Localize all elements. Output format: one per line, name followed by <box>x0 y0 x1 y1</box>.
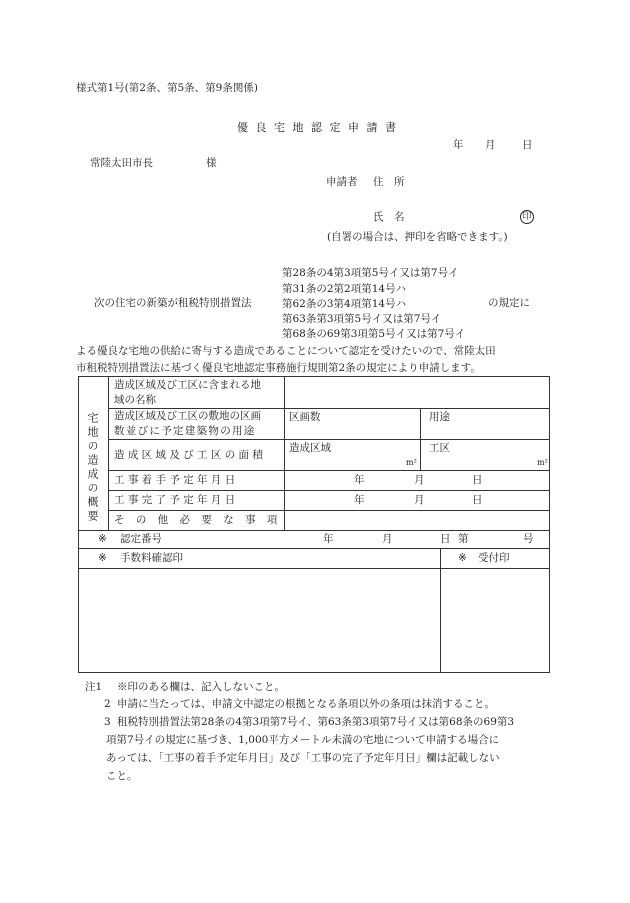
law-option-3: 第62条の3第4項第14号ハ <box>282 298 407 310</box>
start-month: 月 <box>414 474 425 486</box>
seal-note: (自署の場合は、押印を省略できます。) <box>327 231 508 243</box>
note-1-label: 注1 <box>85 681 103 693</box>
page-title: 優 良 宅 地 認 定 申 請 書 <box>237 121 398 134</box>
note-3-line-4: こと。 <box>106 770 138 782</box>
intro-lead: 次の住宅の新築が租税特別措置法 <box>94 297 252 309</box>
cert-year: 年 <box>323 533 334 545</box>
note-2: 申請に当たっては、申請文中認定の根拠となる条項以外の条項は抹消すること。 <box>117 698 495 710</box>
addressee-name: 常陸太田市長 <box>90 157 153 169</box>
intro-body-line-1: よる優良な宅地の供給に寄与する造成であることについて認定を受けたいので、常陸太田 <box>76 345 496 357</box>
area-size-label: 造 成 区 域 及 び 工 区 の 面 積 <box>114 449 263 461</box>
plots-label-1: 造成区域及び工区の敷地の区画 <box>114 410 261 422</box>
other-matters-label: そ の 他 必 要 な 事 項 <box>114 514 282 526</box>
note-3-label: 3 <box>104 716 111 728</box>
intro-tail: の規定に <box>488 297 530 309</box>
law-option-5: 第68条の69第3項第5号イ又は第7号イ <box>282 328 466 340</box>
note-1: ※印のある欄は、記入しないこと。 <box>117 681 285 693</box>
law-option-4: 第63条第3項第5号イ又は第7号イ <box>282 313 442 325</box>
area-zone-unit: m² <box>406 458 417 467</box>
applicant-label: 申請者 <box>326 176 358 188</box>
fee-mark: ※ <box>98 552 107 564</box>
plots-label-2: 数並びに予定建築物の用途 <box>114 425 256 437</box>
cert-number-label: 認定番号 <box>120 533 162 545</box>
finish-day: 日 <box>472 494 483 506</box>
fee-confirmation-label: 手数料確認印 <box>120 552 183 564</box>
reception-mark: ※ <box>458 552 467 564</box>
seal-icon: 印 <box>520 210 534 224</box>
reception-stamp-label: 受付印 <box>478 552 510 564</box>
area-work-unit: m² <box>537 458 548 467</box>
date-day-label: 日 <box>522 139 533 151</box>
finish-month: 月 <box>414 494 425 506</box>
note-3-line-3: あっては、「工事の着手予定年月日」及び「工事の完了予定年月日」欄は記載しない <box>106 752 500 764</box>
address-label: 住 所 <box>373 176 405 188</box>
area-name-label-1: 造成区域及び工区に含まれる地 <box>114 379 261 391</box>
name-label: 氏 名 <box>373 211 405 223</box>
note-2-label: 2 <box>104 698 111 710</box>
start-date-label: 工 事 着 手 予 定 年 月 日 <box>114 474 236 486</box>
finish-date-label: 工 事 完 了 予 定 年 月 日 <box>114 494 236 506</box>
cert-day: 日 <box>440 533 451 545</box>
form-number: 様式第1号(第2条、第5条、第9条関係) <box>76 82 258 94</box>
date-month-label: 月 <box>485 139 496 151</box>
cert-month: 月 <box>382 533 393 545</box>
cert-go: 号 <box>523 533 534 545</box>
area-work-label: 工区 <box>429 442 450 454</box>
intro-body-line-2: 市租税特別措置法に基づく優良宅地認定事務施行規則第2条の規定により申請します。 <box>76 362 481 374</box>
area-zone-label: 造成区域 <box>289 442 331 454</box>
cert-mark: ※ <box>98 533 107 545</box>
section-label: 宅地の造成の概要 <box>86 412 99 524</box>
law-option-1: 第28条の4第3項第5号イ又は第7号イ <box>282 267 459 279</box>
note-3-line-2: 項第7号イの規定に基づき、1,000平方メートル未満の宅地について申請する場合に <box>106 734 500 746</box>
finish-year: 年 <box>354 494 365 506</box>
law-option-2: 第31条の2第2項第14号ハ <box>282 283 407 295</box>
date-year-label: 年 <box>453 139 464 151</box>
start-year: 年 <box>354 474 365 486</box>
plots-count-label: 区画数 <box>289 411 321 423</box>
start-day: 日 <box>472 474 483 486</box>
cert-no: 第 <box>458 533 469 545</box>
note-3-line-1: 租税特別措置法第28条の4第3項第7号イ、第63条第3項第7号イ又は第68条の69第3 <box>117 716 515 728</box>
plots-use-label: 用途 <box>429 411 450 423</box>
area-name-label-2: 域の名称 <box>114 394 156 406</box>
addressee-honorific: 様 <box>206 157 217 169</box>
